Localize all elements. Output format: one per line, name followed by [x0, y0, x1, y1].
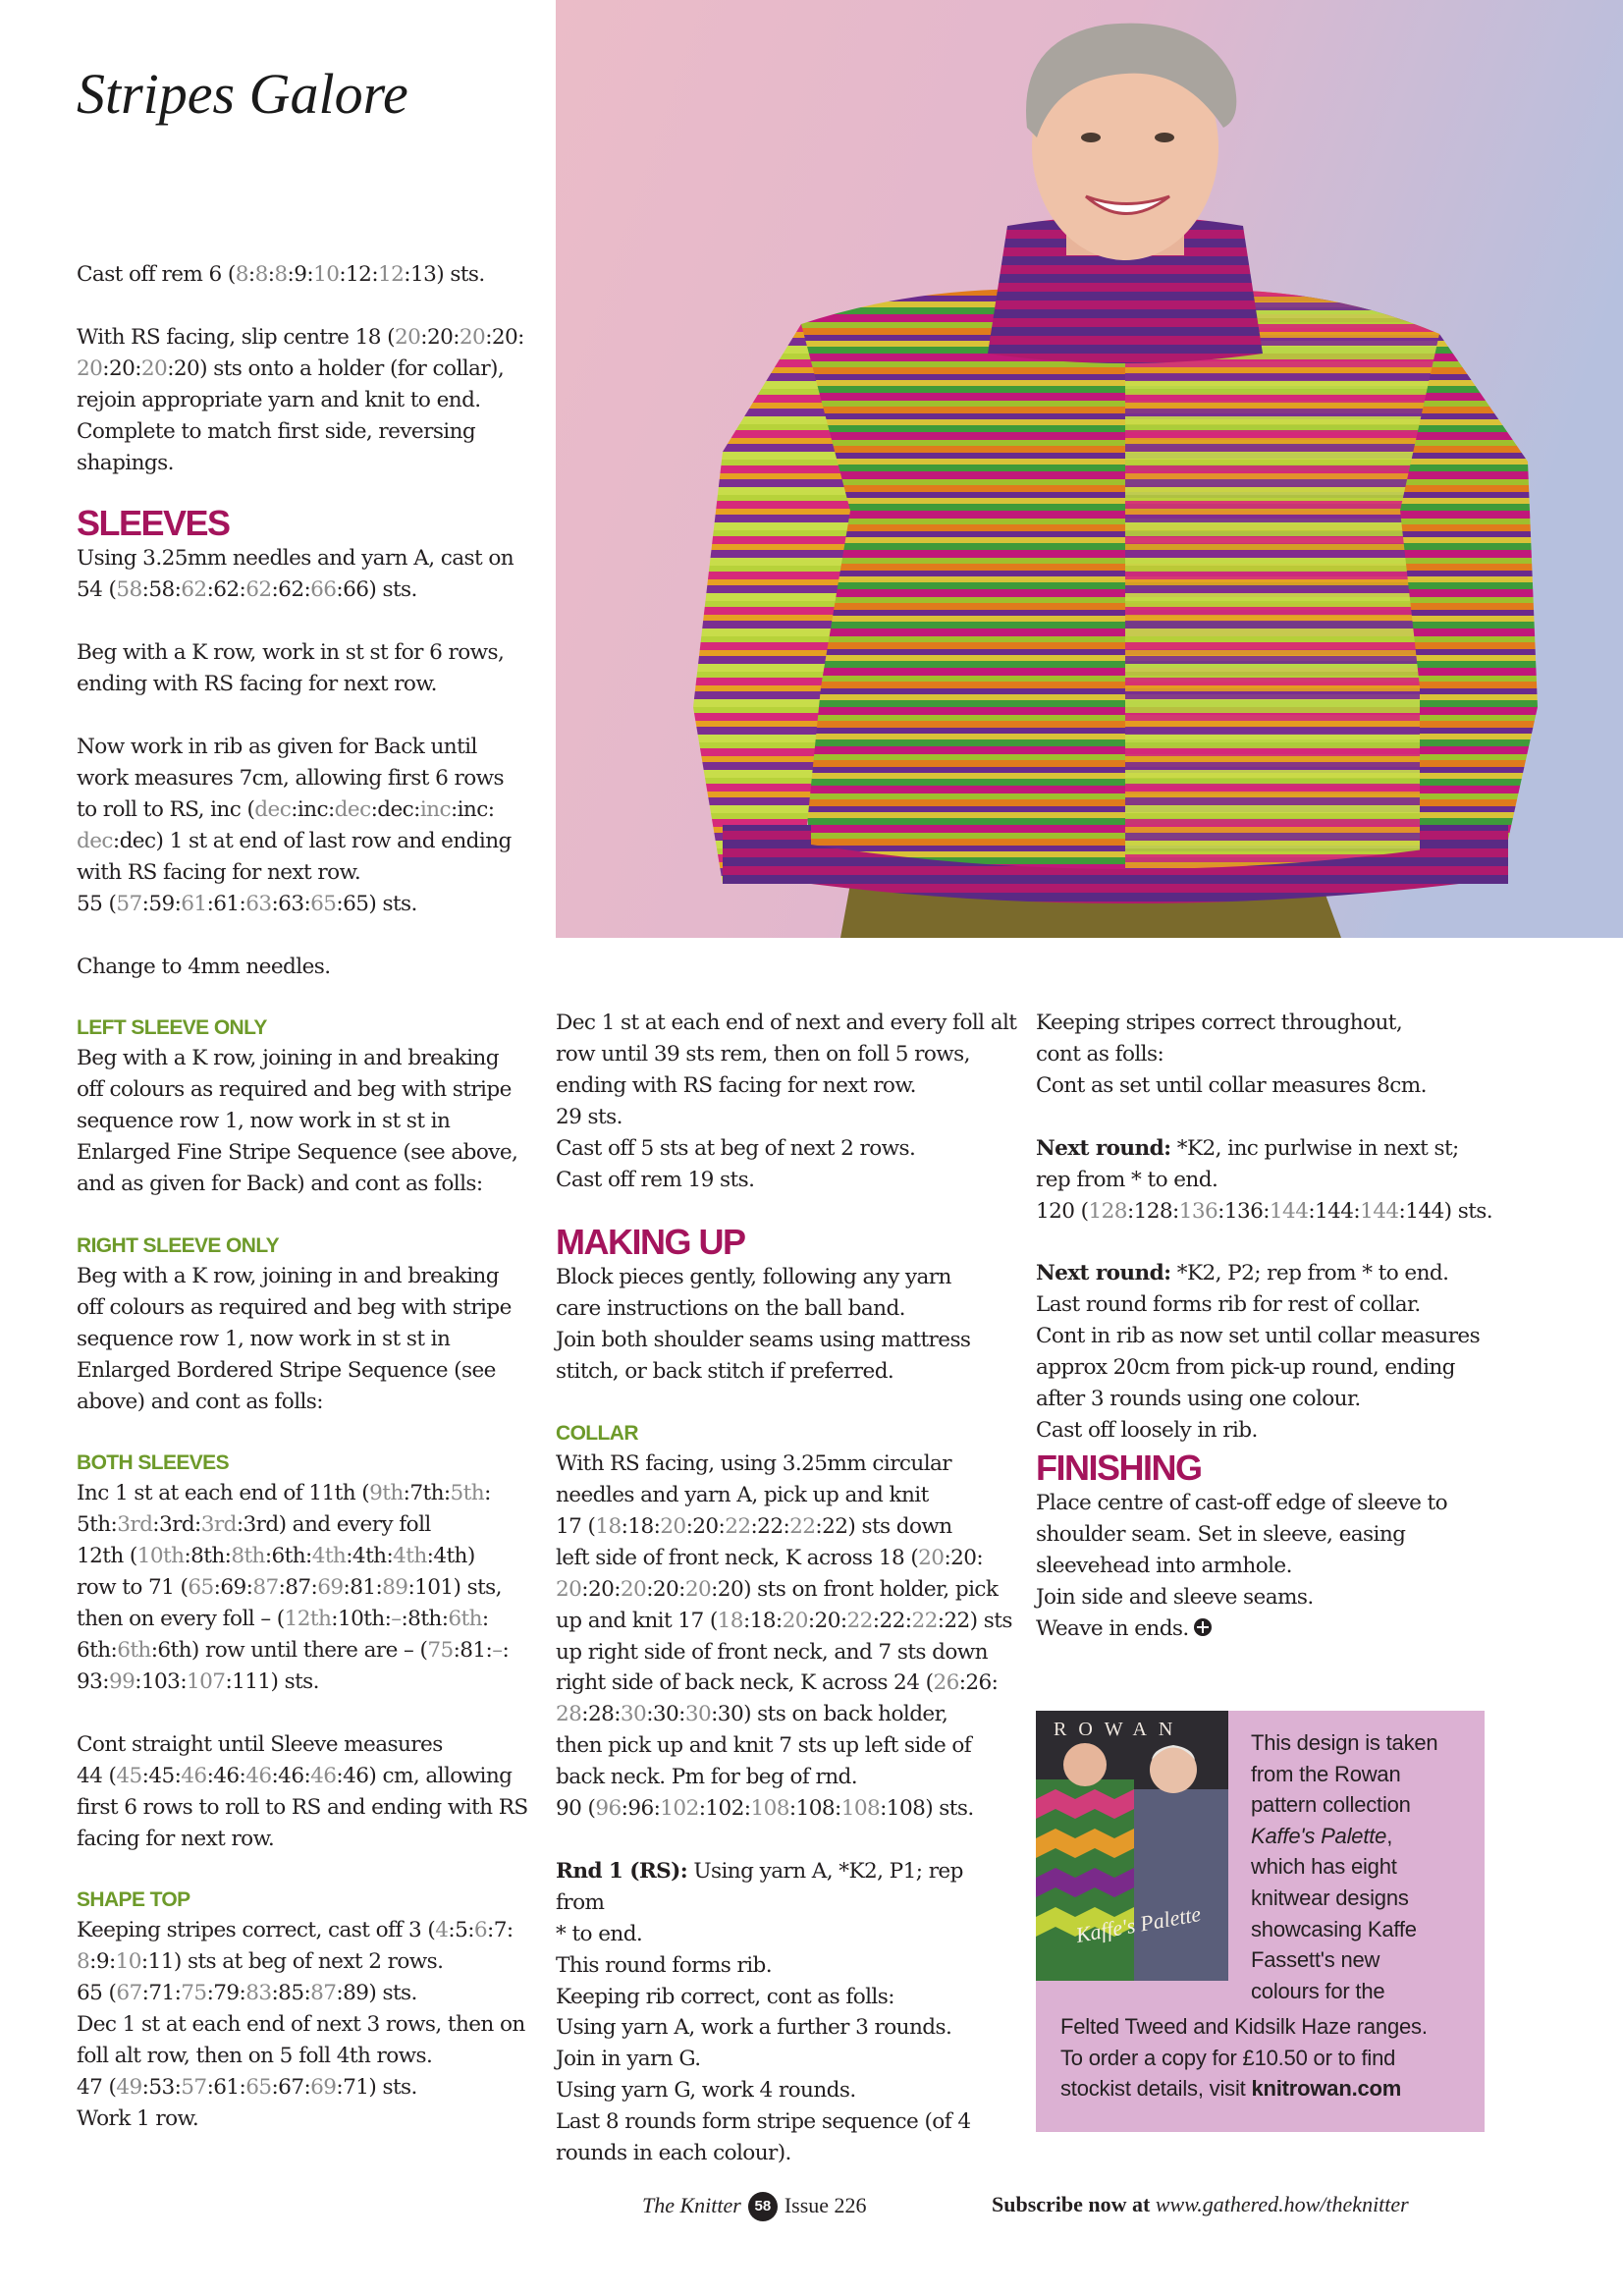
paragraph-rib: Now work in rib as given for Back until work measures 7cm, allowing first 6 rows to roll to RS, inc (dec:inc:dec:dec:inc:inc: dec:dec) 1 st at end of last row and ending with RS facing for next row. 55 (57:59:61:61:63:63:65:65) sts.	[77, 735, 512, 916]
heading-collar: COLLAR	[556, 1422, 638, 1446]
paragraph-next-round-2: Next round: *K2, P2; rep from * to end. Last round forms rib for rest of collar. Cont in rib as now set until collar measures approx 20cm from pick-up round, ending after 3 rounds using one colour. Cast off loosely in rib.	[1036, 1261, 1481, 1443]
paragraph-next-round-1: Next round: *K2, inc purlwise in next st; rep from * to end. 120 (128:128:136:136:144:144:144:144) sts.	[1036, 1135, 1493, 1224]
paragraph-collar: With RS facing, using 3.25mm circular needles and yarn A, pick up and knit 17 (18:18:20:20:22:22:22:22) sts down left side of front neck, K across 18 (20:20: 20:20:20:20:20:20) sts on front holder, pick up and knit 17 (18:18:20:20:22:22:22:22) sts up right side of front neck, and 7 sts down right side of back neck, K across 24 (26:26: 28:28:30:30:30:30) sts on back holder, then pick up and knit 7 sts up left side of back neck. Pm for beg of rnd. 90 (96:96:102:102:108:108:108:108) sts.	[556, 1451, 1012, 1822]
paragraph-keeping-stripes: Keeping stripes correct throughout, cont as folls: Cont as set until collar measures 8cm.	[1036, 1011, 1427, 1098]
page-number: 58	[748, 2192, 778, 2221]
heading-sleeves: SLEEVES	[77, 503, 230, 544]
column-3	[1036, 1008, 1497, 1644]
paragraph-rnd1: Rnd 1 (RS): Using yarn A, *K2, P1; rep from * to end. This round forms rib. Keeping rib correct, cont as folls: Using yarn A, work a further 3 rounds. Join in yarn G. Using yarn G, work 4 rounds. Last 8 rounds form stripe sequence (of 4 rounds in each colour).	[556, 1858, 971, 2166]
paragraph-sleeves-cast-on: Using 3.25mm needles and yarn A, cast on 54 (58:58:62:62:62:62:66:66) sts.	[77, 546, 514, 603]
paragraph-both-sleeves: Inc 1 st at each end of 11th (9th:7th:5th: 5th:3rd:3rd:3rd:3rd) and every foll 12th (10th:8th:8th:6th:4th:4th:4th:4th) row to 71 (65:69:87:87:69:81:89:101) sts, then on every foll – (12th:10th:–:8th:6th: 6th:6th:6th) row until there are – (75:81:–: 93:99:103:107:111) sts.	[77, 1481, 510, 1694]
footer-url[interactable]: www.gathered.how/theknitter	[1155, 2192, 1409, 2216]
book-cover-brand: ROWAN	[1054, 1719, 1185, 1740]
book-cover-illustration	[1036, 1711, 1228, 1981]
promo-text-right: This design is taken from the Rowan pattern collection Kaffe's Palette, which has eight knitwear designs showcasing Kaffe Fassett's new colours for the	[1251, 1730, 1438, 2003]
end-mark-icon	[1193, 1617, 1213, 1637]
heading-both-sleeves: BOTH SLEEVES	[77, 1451, 229, 1475]
column-2	[556, 1008, 1017, 2169]
book-cover	[1036, 1711, 1228, 1981]
footer-left: The Knitter 58 Issue 226	[642, 2192, 867, 2221]
book-cover-title: Kaffe's Palette	[1073, 1901, 1203, 1947]
heading-right-sleeve: RIGHT SLEEVE ONLY	[77, 1233, 280, 1257]
promo-link[interactable]: knitrowan.com	[1251, 2076, 1402, 2102]
paragraph-right-sleeve: Beg with a K row, joining in and breaking off colours as required and beg with stripe sequence row 1, now work in st st in Enlarged Bordered Stripe Sequence (see above) and cont as folls:	[77, 1263, 512, 1414]
photo-illustration	[556, 0, 1623, 938]
heading-finishing: FINISHING	[1036, 1447, 1202, 1488]
heading-shape-top: SHAPE TOP	[77, 1888, 190, 1912]
paragraph-st-st: Beg with a K row, work in st st for 6 rows, ending with RS facing for next row.	[77, 640, 505, 697]
paragraph-shape-top: Keeping stripes correct, cast off 3 (4:5:6:7: 8:9:10:11) sts at beg of next 2 rows. 65 (67:71:75:79:83:85:87:89) sts. Dec 1 st at each end of next 3 rows, then on foll alt row, then on 5 foll 4th rows. 47 (49:53:57:61:65:67:69:71) sts. Work 1 row.	[77, 1918, 525, 2131]
model-photo	[556, 0, 1623, 938]
paragraph-finishing: Place centre of cast-off edge of sleeve to shoulder seam. Set in sleeve, easing sleevehead into armhole. Join side and sleeve seams. Weave in ends.	[1036, 1490, 1447, 1641]
paragraph-left-sleeve: Beg with a K row, joining in and breaking off colours as required and beg with stripe sequence row 1, now work in st st in Enlarged Fine Stripe Sequence (see above, and as given for Back) and cont as folls:	[77, 1046, 518, 1197]
paragraph-making-up: Block pieces gently, following any yarn care instructions on the ball band. Join both shoulder seams using mattress stitch, or back stitch if preferred.	[556, 1265, 971, 1385]
paragraph-dec: Dec 1 st at each end of next and every foll alt row until 39 sts rem, then on foll 5 rows, ending with RS facing for next row. 29 sts. Cast off 5 sts at beg of next 2 rows. Cast off rem 19 sts.	[556, 1011, 1017, 1192]
footer-right: Subscribe now at www.gathered.how/theknitter	[992, 2192, 1409, 2216]
paragraph-rs-facing: With RS facing, slip centre 18 (20:20:20:20: 20:20:20:20) sts onto a holder (for collar), rejoin appropriate yarn and knit to end. Complete to match first side, reversing shapings.	[77, 324, 524, 475]
heading-making-up: MAKING UP	[556, 1222, 745, 1263]
promo-box	[1036, 1711, 1485, 2132]
page-title: Stripes Galore	[77, 62, 408, 126]
paragraph-cast-off: Cast off rem 6 (8:8:8:9:10:12:12:13) sts.	[77, 262, 485, 287]
paragraph-cont-straight: Cont straight until Sleeve measures 44 (45:45:46:46:46:46:46:46) cm, allowing first 6 rows to roll to RS and ending with RS facing for next row.	[77, 1731, 528, 1851]
paragraph-change-needles: Change to 4mm needles.	[77, 954, 331, 979]
heading-left-sleeve: LEFT SLEEVE ONLY	[77, 1016, 267, 1040]
promo-text-bottom: Felted Tweed and Kidsilk Haze ranges. To order a copy for £10.50 or to find stockist details, visit knitrowan.com	[1060, 2014, 1428, 2102]
column-1	[77, 259, 528, 2135]
